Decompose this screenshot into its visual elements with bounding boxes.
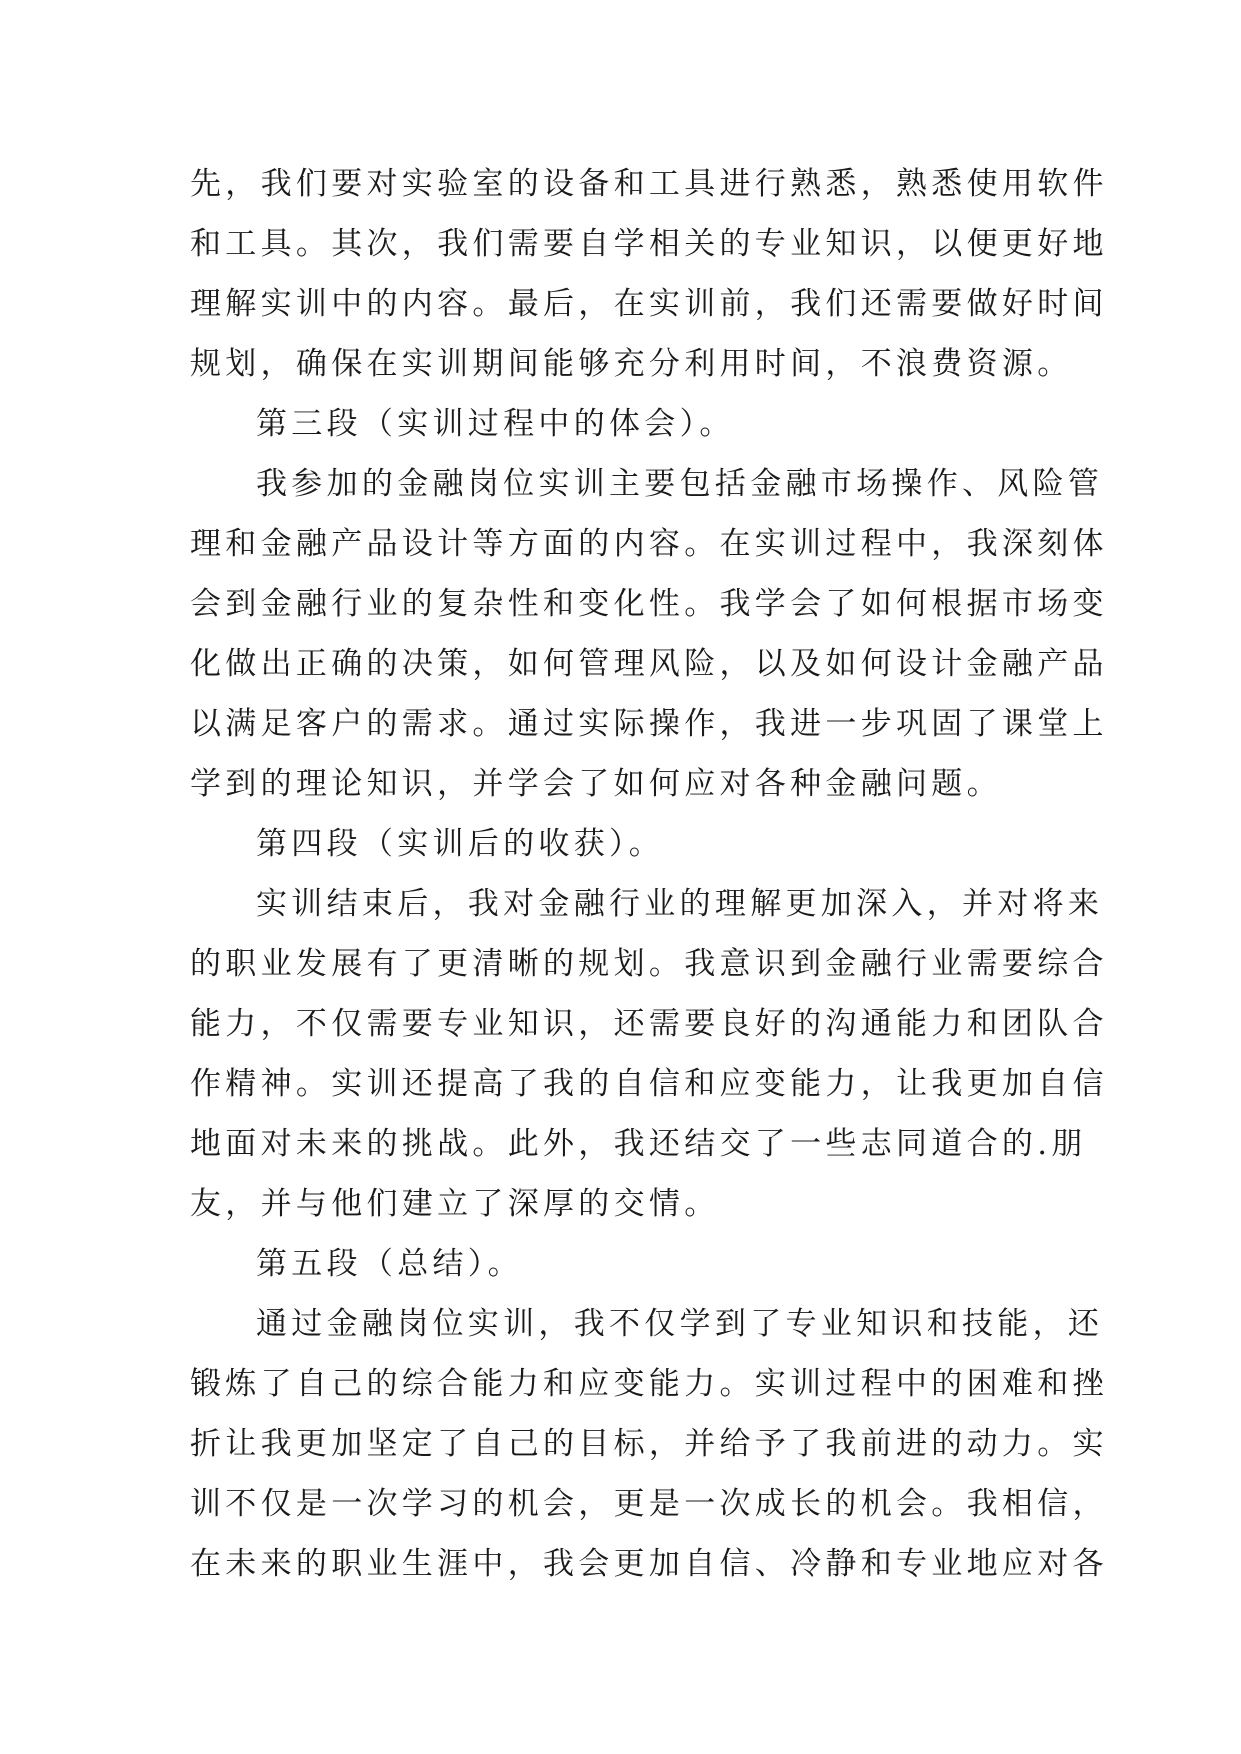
text-line: 我参加的金融岗位实训主要包括金融市场操作、风险管 (256, 466, 1104, 502)
text-line: 通过金融岗位实训，我不仅学到了专业知识和技能，还 (256, 1306, 1104, 1342)
section-heading-5: 第五段（总结）。 (256, 1246, 523, 1282)
body-text (190, 154, 1108, 1594)
text-line: 理解实训中的内容。最后，在实训前，我们还需要做好时间 (190, 286, 1108, 322)
text-line: 规划，确保在实训期间能够充分利用时间，不浪费资源。 (190, 346, 1073, 382)
text-line: 理和金融产品设计等方面的内容。在实训过程中，我深刻体 (190, 526, 1108, 562)
text-line: 能力，不仅需要专业知识，还需要良好的沟通能力和团队合 (190, 1006, 1108, 1042)
text-line: 和工具。其次，我们需要自学相关的专业知识，以便更好地 (190, 226, 1108, 262)
text-line: 友，并与他们建立了深厚的交情。 (190, 1186, 720, 1222)
text-line: 折让我更加坚定了自己的目标，并给予了我前进的动力。实 (190, 1426, 1108, 1462)
text-line: 先，我们要对实验室的设备和工具进行熟悉，熟悉使用软件 (190, 166, 1108, 202)
text-line: 实训结束后，我对金融行业的理解更加深入，并对将来 (256, 886, 1104, 922)
section-heading-4: 第四段（实训后的收获）。 (256, 826, 665, 862)
text-line: 训不仅是一次学习的机会，更是一次成长的机会。我相信， (190, 1486, 1108, 1522)
text-line: 的职业发展有了更清晰的规划。我意识到金融行业需要综合 (190, 946, 1108, 982)
section-heading-3: 第三段（实训过程中的体会）。 (256, 406, 735, 442)
text-line: 学到的理论知识，并学会了如何应对各种金融问题。 (190, 766, 1002, 802)
text-line: 会到金融行业的复杂性和变化性。我学会了如何根据市场变 (190, 586, 1108, 622)
text-line: 作精神。实训还提高了我的自信和应变能力，让我更加自信 (190, 1066, 1108, 1102)
text-line: 地面对未来的挑战。此外，我还结交了一些志同道合的.朋 (190, 1126, 1087, 1162)
text-line: 化做出正确的决策，如何管理风险，以及如何设计金融产品 (190, 646, 1108, 682)
text-line: 在未来的职业生涯中，我会更加自信、冷静和专业地应对各 (190, 1546, 1108, 1582)
text-line: 以满足客户的需求。通过实际操作，我进一步巩固了课堂上 (190, 706, 1108, 742)
text-line: 锻炼了自己的综合能力和应变能力。实训过程中的困难和挫 (190, 1366, 1108, 1402)
